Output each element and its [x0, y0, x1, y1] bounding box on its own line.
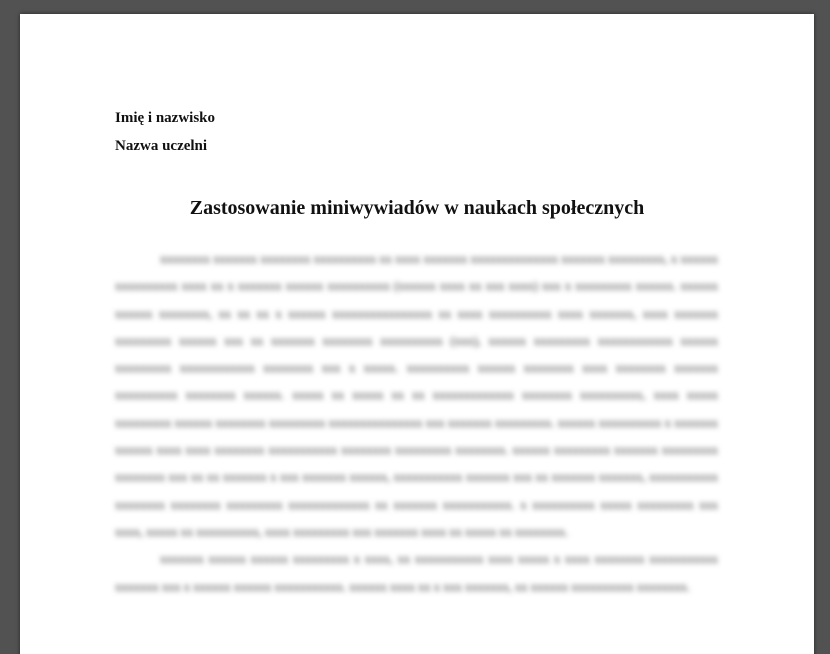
blurred-paragraph: xxxxxxxx xxxxxxx xxxxxxxx xxxxxxxxxx xx xxxx xxxxxxx xxxxxxxxxxxxxx xxxxxxx xxxxxxxxx, x xxxxxx xxxxxxxxxx xxxx xx x xxxxxxx xxxxxx xxxxxxxxxx (xxxxxx xxxx xx xxx xxxx) xxx x xxxxxxxxx xxxxxx. xxxxxx xxxxxx xxxxxxxx, xx xx xx x xxxxxx xxxxxxxxxxxxxxxx xx xxxx xxxxxxxxxx xxxx xxxxxxx, xxxx xxxxxxx xxxxxxxxx xxxxxx xxx xx xxxxxxx xxxxxxxx xxxxxxxxxx (xxx), xxxxxx xxxxxxxxx xxxxxxxxxxxx xxxxxx xxxxxxxxx xxxxxxxxxxxx xxxxxxxx xxx x xxxxx. xxxxxxxxxx xxxxxx xxxxxxxx xxxx xxxxxxxx xxxxxxx xxxxxxxxxx xxxxxxxx xxxxxx. xxxxx xx xxxxx xx xx xxxxxxxxxxxxx xxxxxxxx xxxxxxxxxx, xxxx xxxxx xxxxxxxxx xxxxxx xxxxxxxx xxxxxxxxx xxxxxxxxxxxxxxx xxx xxxxxxx xxxxxxxxx. xxxxxx xxxxxxxxxx x xxxxxxx xxxxxx xxxx xxxx xxxxxxxx xxxxxxxxxxx xxxxxxxx xxxxxxxxx xxxxxxxx. xxxxxx xxxxxxxxx xxxxxxx xxxxxxxxx xxxxxxxx xxx xx xx xxxxxxx x xxx xxxxxxx xxxxxx, xxxxxxxxxxx xxxxxxx xxx xx xxxxxxx xxxxxxx, xxxxxxxxxxx xxxxxxxx xxxxxxxx xxxxxxxxx xxxxxxxxxxxxx xx xxxxxxx xxxxxxxxxxx. x xxxxxxxxxx xxxxx xxxxxxxxx xxx xxxx, xxxxx xx xxxxxxxxxx, xxxx xxxxxxxxx xxx xxxxxxx xxxx xx xxxxx xx xxxxxxxx.: [115, 252, 718, 539]
blurred-paragraph: xxxxxxx xxxxxx xxxxxx xxxxxxxxx x xxxx, xx xxxxxxxxxxx xxxx xxxxx x xxxx xxxxxxxx xxxxxxxxxxx xxxxxxx xxx x xxxxxx xxxxxx xxxxxxxxxxx. xxxxxx xxxx xx x xxx xxxxxxx, xx xxxxxx xxxxxxxxxx xxxxxxxx.: [115, 552, 718, 594]
blurred-body-text: [115, 246, 718, 601]
university-name: Nazwa uczelni: [115, 138, 208, 154]
document-page: [20, 14, 814, 654]
author-name: Imię i nazwisko: [115, 110, 216, 126]
document-title: Zastosowanie miniwywiadów w naukach społecznych: [189, 197, 645, 219]
